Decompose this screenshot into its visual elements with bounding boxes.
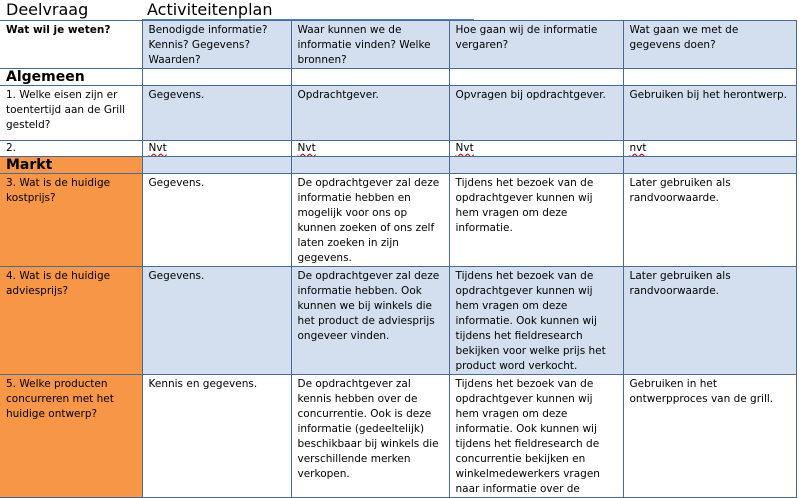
empty-cell	[449, 69, 623, 86]
header-cell: Waar kunnen we de informatie vinden? Welke bronnen?	[291, 21, 449, 69]
table-row	[0, 86, 796, 141]
spellcheck-text: nvt	[629, 142, 647, 154]
question-cell: 4. Wat is de huidige adviesprijs?	[0, 267, 142, 375]
empty-cell	[623, 69, 796, 86]
empty-cell	[142, 69, 291, 86]
spellcheck-text: Nvt	[148, 142, 167, 154]
header-cell: Hoe gaan wij de informatie vergaren?	[449, 21, 623, 69]
column-title-activiteitenplan: Activiteitenplan	[147, 0, 273, 19]
table-cell: De opdrachtgever zal deze informatie hebben. Ook kunnen we bij winkels die het product de adviesprijs ongeveer vinden.	[291, 267, 449, 375]
table-cell	[449, 141, 623, 157]
table-cell	[142, 141, 291, 157]
table-cell: Kennis en gegevens.	[142, 375, 291, 498]
table-header-row	[0, 21, 796, 69]
table-cell: Later gebruiken als randvoorwaarde.	[623, 267, 796, 375]
section-label: Markt	[0, 157, 142, 174]
table-row	[0, 267, 796, 375]
table-cell	[623, 141, 796, 157]
table-cell: Gebruiken bij het herontwerp.	[623, 86, 796, 141]
table-cell: De opdrachtgever zal kennis hebben over de concurrentie. Ook is deze informatie (gedeeltelijk) beschikbaar bij winkels die verschillende merken verkopen.	[291, 375, 449, 498]
table-cell: Opdrachtgever.	[291, 86, 449, 141]
section-label: Algemeen	[0, 69, 142, 86]
table-cell: De opdrachtgever zal deze informatie hebben en mogelijk voor ons op kunnen zoeken of ons zelf laten zoeken in zijn gegevens.	[291, 174, 449, 267]
header-cell: Wat gaan we met de gegevens doen?	[623, 21, 796, 69]
header-cell: Benodigde informatie? Kennis? Gegevens? Waarden?	[142, 21, 291, 69]
table-cell: Tijdens het bezoek van de opdrachtgever kunnen wij hem vragen om deze informatie. Ook kunnen wij tijdens het fieldresearch de concurrentie bekijken en winkelmedewerkers vragen naar informatie over de	[449, 375, 623, 498]
table-row	[0, 375, 796, 498]
question-cell: 2.	[0, 141, 142, 157]
table-cell: Gegevens.	[142, 174, 291, 267]
table-cell: Tijdens het bezoek van de opdrachtgever kunnen wij hem vragen om deze informatie.	[449, 174, 623, 267]
table-cell: Gebruiken in het ontwerpproces van de grill.	[623, 375, 796, 498]
table-row	[0, 174, 796, 267]
table-cell	[291, 141, 449, 157]
table-cell: Gegevens.	[142, 86, 291, 141]
header-cell: Wat wil je weten?	[0, 21, 142, 69]
section-row-algemeen	[0, 69, 796, 86]
table-row	[0, 141, 796, 157]
question-cell: 5. Welke producten concurreren met het huidige ontwerp?	[0, 375, 142, 498]
spellcheck-text: Nvt	[455, 142, 474, 154]
empty-cell	[291, 157, 449, 174]
table-cell: Later gebruiken als randvoorwaarde.	[623, 174, 796, 267]
table-cell: Gegevens.	[142, 267, 291, 375]
question-cell: 1. Welke eisen zijn er toentertijd aan de Grill gesteld?	[0, 86, 142, 141]
column-title-deelvraag: Deelvraag	[6, 0, 89, 19]
section-row-markt	[0, 157, 796, 174]
spellcheck-text: Nvt	[297, 142, 316, 154]
question-cell: 3. Wat is de huidige kostprijs?	[0, 174, 142, 267]
empty-cell	[291, 69, 449, 86]
empty-cell	[623, 157, 796, 174]
empty-cell	[449, 157, 623, 174]
table-cell: Tijdens het bezoek van de opdrachtgever kunnen wij hem vragen om deze informatie. Ook kunnen wij tijdens het fieldresearch bekijken voor welke prijs het product word verkocht.	[449, 267, 623, 375]
table-cell: Opvragen bij opdrachtgever.	[449, 86, 623, 141]
empty-cell	[142, 157, 291, 174]
activity-plan-table	[0, 20, 797, 498]
